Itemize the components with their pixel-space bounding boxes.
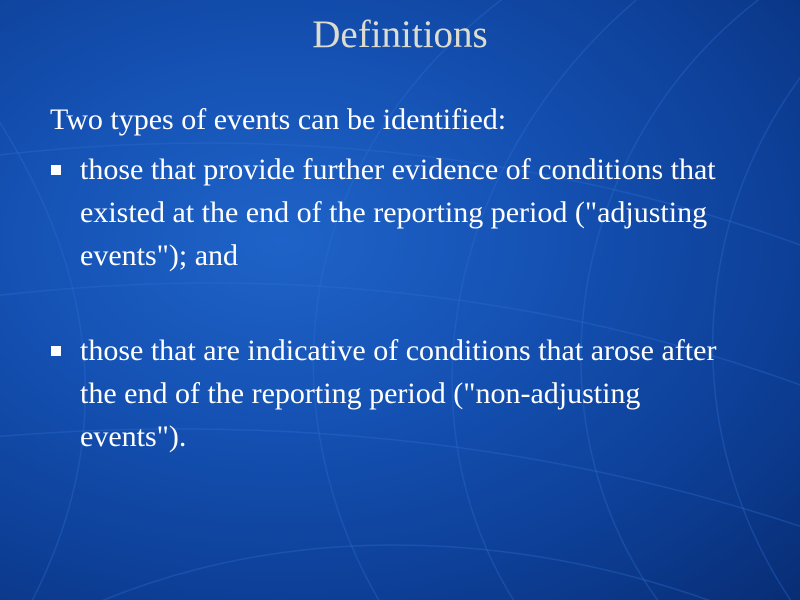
square-bullet-icon	[51, 346, 61, 356]
bullet-text: those that provide further evidence of conditions that existed at the end of the reporting period ("adjusting events"); and	[80, 153, 716, 272]
bullet-item	[48, 148, 748, 277]
square-bullet-icon	[51, 165, 61, 175]
intro-text: Two types of events can be identified:	[50, 103, 507, 136]
slide-title: Definitions	[312, 13, 488, 56]
bullet-item	[48, 329, 748, 458]
bullet-list	[48, 148, 748, 458]
bullet-text: those that are indicative of conditions that arose after the end of the reporting period ("non-adjusting events").	[80, 334, 717, 453]
